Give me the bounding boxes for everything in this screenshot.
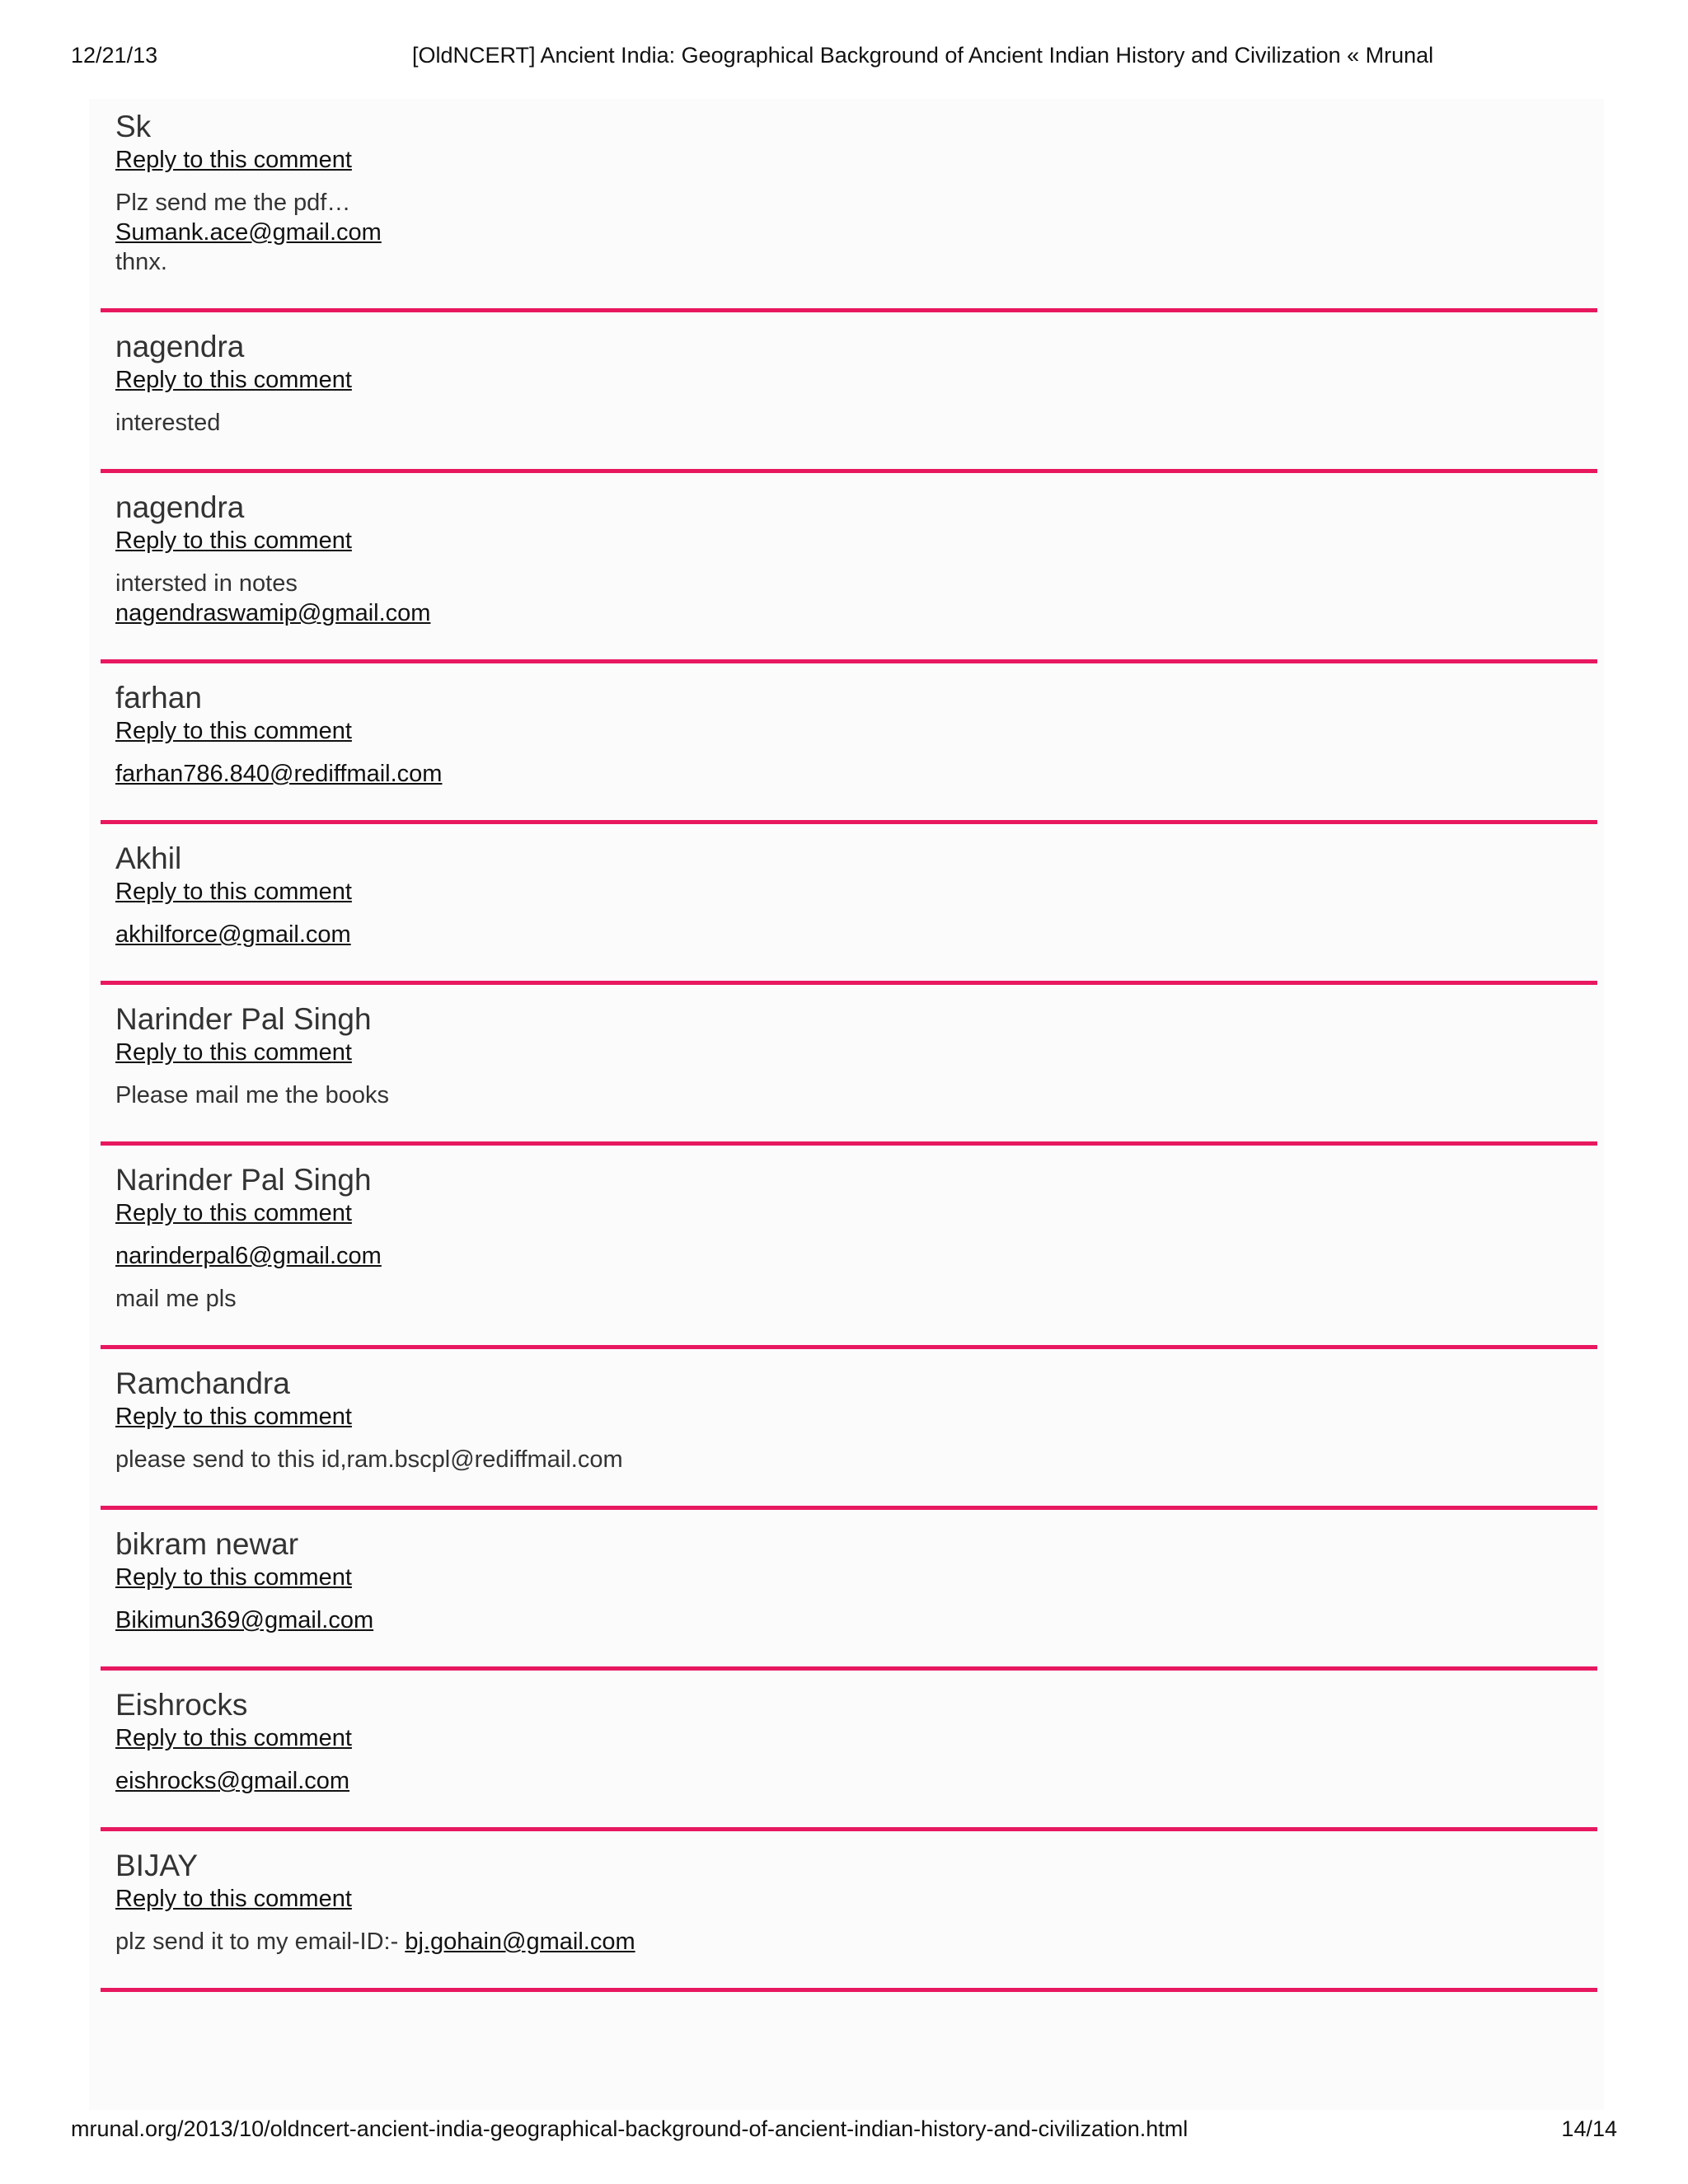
comment-body (115, 188, 1597, 277)
comment-paragraph (115, 1605, 1597, 1635)
comment-body (115, 408, 1597, 438)
email-link[interactable]: narinderpal6@gmail.com (115, 1243, 382, 1269)
comment-paragraph (115, 1080, 1597, 1110)
reply-link[interactable]: Reply to this comment (115, 718, 352, 744)
comment-author: Narinder Pal Singh (115, 1002, 372, 1036)
comment-author: nagendra (115, 330, 245, 363)
comment-item (101, 1831, 1597, 1992)
comment-body (115, 1241, 1597, 1314)
comment-author: Ramchandra (115, 1366, 290, 1400)
reply-link[interactable]: Reply to this comment (115, 1886, 352, 1912)
comment-author: Narinder Pal Singh (115, 1163, 372, 1197)
reply-link[interactable]: Reply to this comment (115, 1725, 352, 1751)
reply-link[interactable]: Reply to this comment (115, 527, 352, 554)
comment-author: Sk (115, 110, 152, 143)
comment-item (101, 92, 1597, 312)
comment-item (101, 312, 1597, 473)
reply-link[interactable]: Reply to this comment (115, 1039, 352, 1066)
email-link[interactable]: nagendraswamip@gmail.com (115, 600, 431, 626)
comment-body (115, 1080, 1597, 1110)
comment-item (101, 1671, 1597, 1831)
comment-body (115, 920, 1597, 949)
email-link[interactable]: bj.gohain@gmail.com (405, 1929, 635, 1955)
comment-body (115, 1927, 1597, 1957)
comment-item (101, 985, 1597, 1146)
comment-author: BIJAY (115, 1849, 199, 1882)
comment-author: nagendra (115, 490, 245, 524)
comment-paragraph (115, 188, 1597, 277)
comment-paragraph (115, 1766, 1597, 1796)
comment-text: please send to this id,ram.bscpl@rediffmail.com (115, 1446, 623, 1473)
comment-body (115, 1445, 1597, 1474)
comment-paragraph (115, 569, 1597, 628)
comment-author: farhan (115, 681, 202, 715)
comment-paragraph (115, 759, 1597, 789)
comment-item (101, 1349, 1597, 1510)
comment-item (101, 473, 1597, 663)
comment-item (101, 1146, 1597, 1349)
comment-author: bikram newar (115, 1527, 299, 1561)
comment-author: Akhil (115, 841, 182, 875)
comment-body (115, 1766, 1597, 1796)
comment-paragraph (115, 1445, 1597, 1474)
footer-url: mrunal.org/2013/10/oldncert-ancient-india-geographical-background-of-ancient-indian-history-and-civilization.html (71, 2116, 1189, 2141)
reply-link[interactable]: Reply to this comment (115, 1200, 352, 1226)
print-date: 12/21/13 (71, 43, 158, 68)
comment-item (101, 663, 1597, 824)
comment-paragraph (115, 1284, 1597, 1314)
comment-paragraph (115, 920, 1597, 949)
comment-paragraph (115, 1927, 1597, 1957)
email-link[interactable]: akhilforce@gmail.com (115, 921, 351, 948)
reply-link[interactable]: Reply to this comment (115, 1564, 352, 1591)
comment-item (101, 1510, 1597, 1671)
comment-body (115, 1605, 1597, 1635)
comment-item (101, 824, 1597, 985)
reply-link[interactable]: Reply to this comment (115, 367, 352, 393)
comment-text: mail me pls (115, 1286, 237, 1312)
comment-text: interested (115, 410, 221, 436)
email-link[interactable]: Sumank.ace@gmail.com (115, 219, 382, 246)
comment-text: plz send it to my email-ID:- (115, 1929, 406, 1955)
print-header (71, 43, 1617, 76)
comment-body (115, 569, 1597, 628)
comment-text: intersted in notes (115, 570, 298, 597)
comment-text: Please mail me the books (115, 1082, 390, 1108)
email-link[interactable]: Bikimun369@gmail.com (115, 1607, 374, 1633)
comment-body (115, 759, 1597, 789)
page-title: [OldNCERT] Ancient India: Geographical Background of Ancient Indian History and Civilization « Mrunal (412, 43, 1434, 68)
comment-author: Eishrocks (115, 1688, 248, 1722)
comment-text: thnx. (115, 249, 167, 275)
comment-text: Plz send me the pdf… (115, 190, 351, 216)
reply-link[interactable]: Reply to this comment (115, 147, 352, 173)
comment-paragraph (115, 1241, 1597, 1271)
comment-paragraph (115, 408, 1597, 438)
email-link[interactable]: eishrocks@gmail.com (115, 1768, 350, 1794)
email-link[interactable]: farhan786.840@rediffmail.com (115, 761, 443, 787)
comment-list (101, 92, 1597, 1992)
reply-link[interactable]: Reply to this comment (115, 879, 352, 905)
reply-link[interactable]: Reply to this comment (115, 1404, 352, 1430)
page-number: 14/14 (1561, 2116, 1617, 2141)
